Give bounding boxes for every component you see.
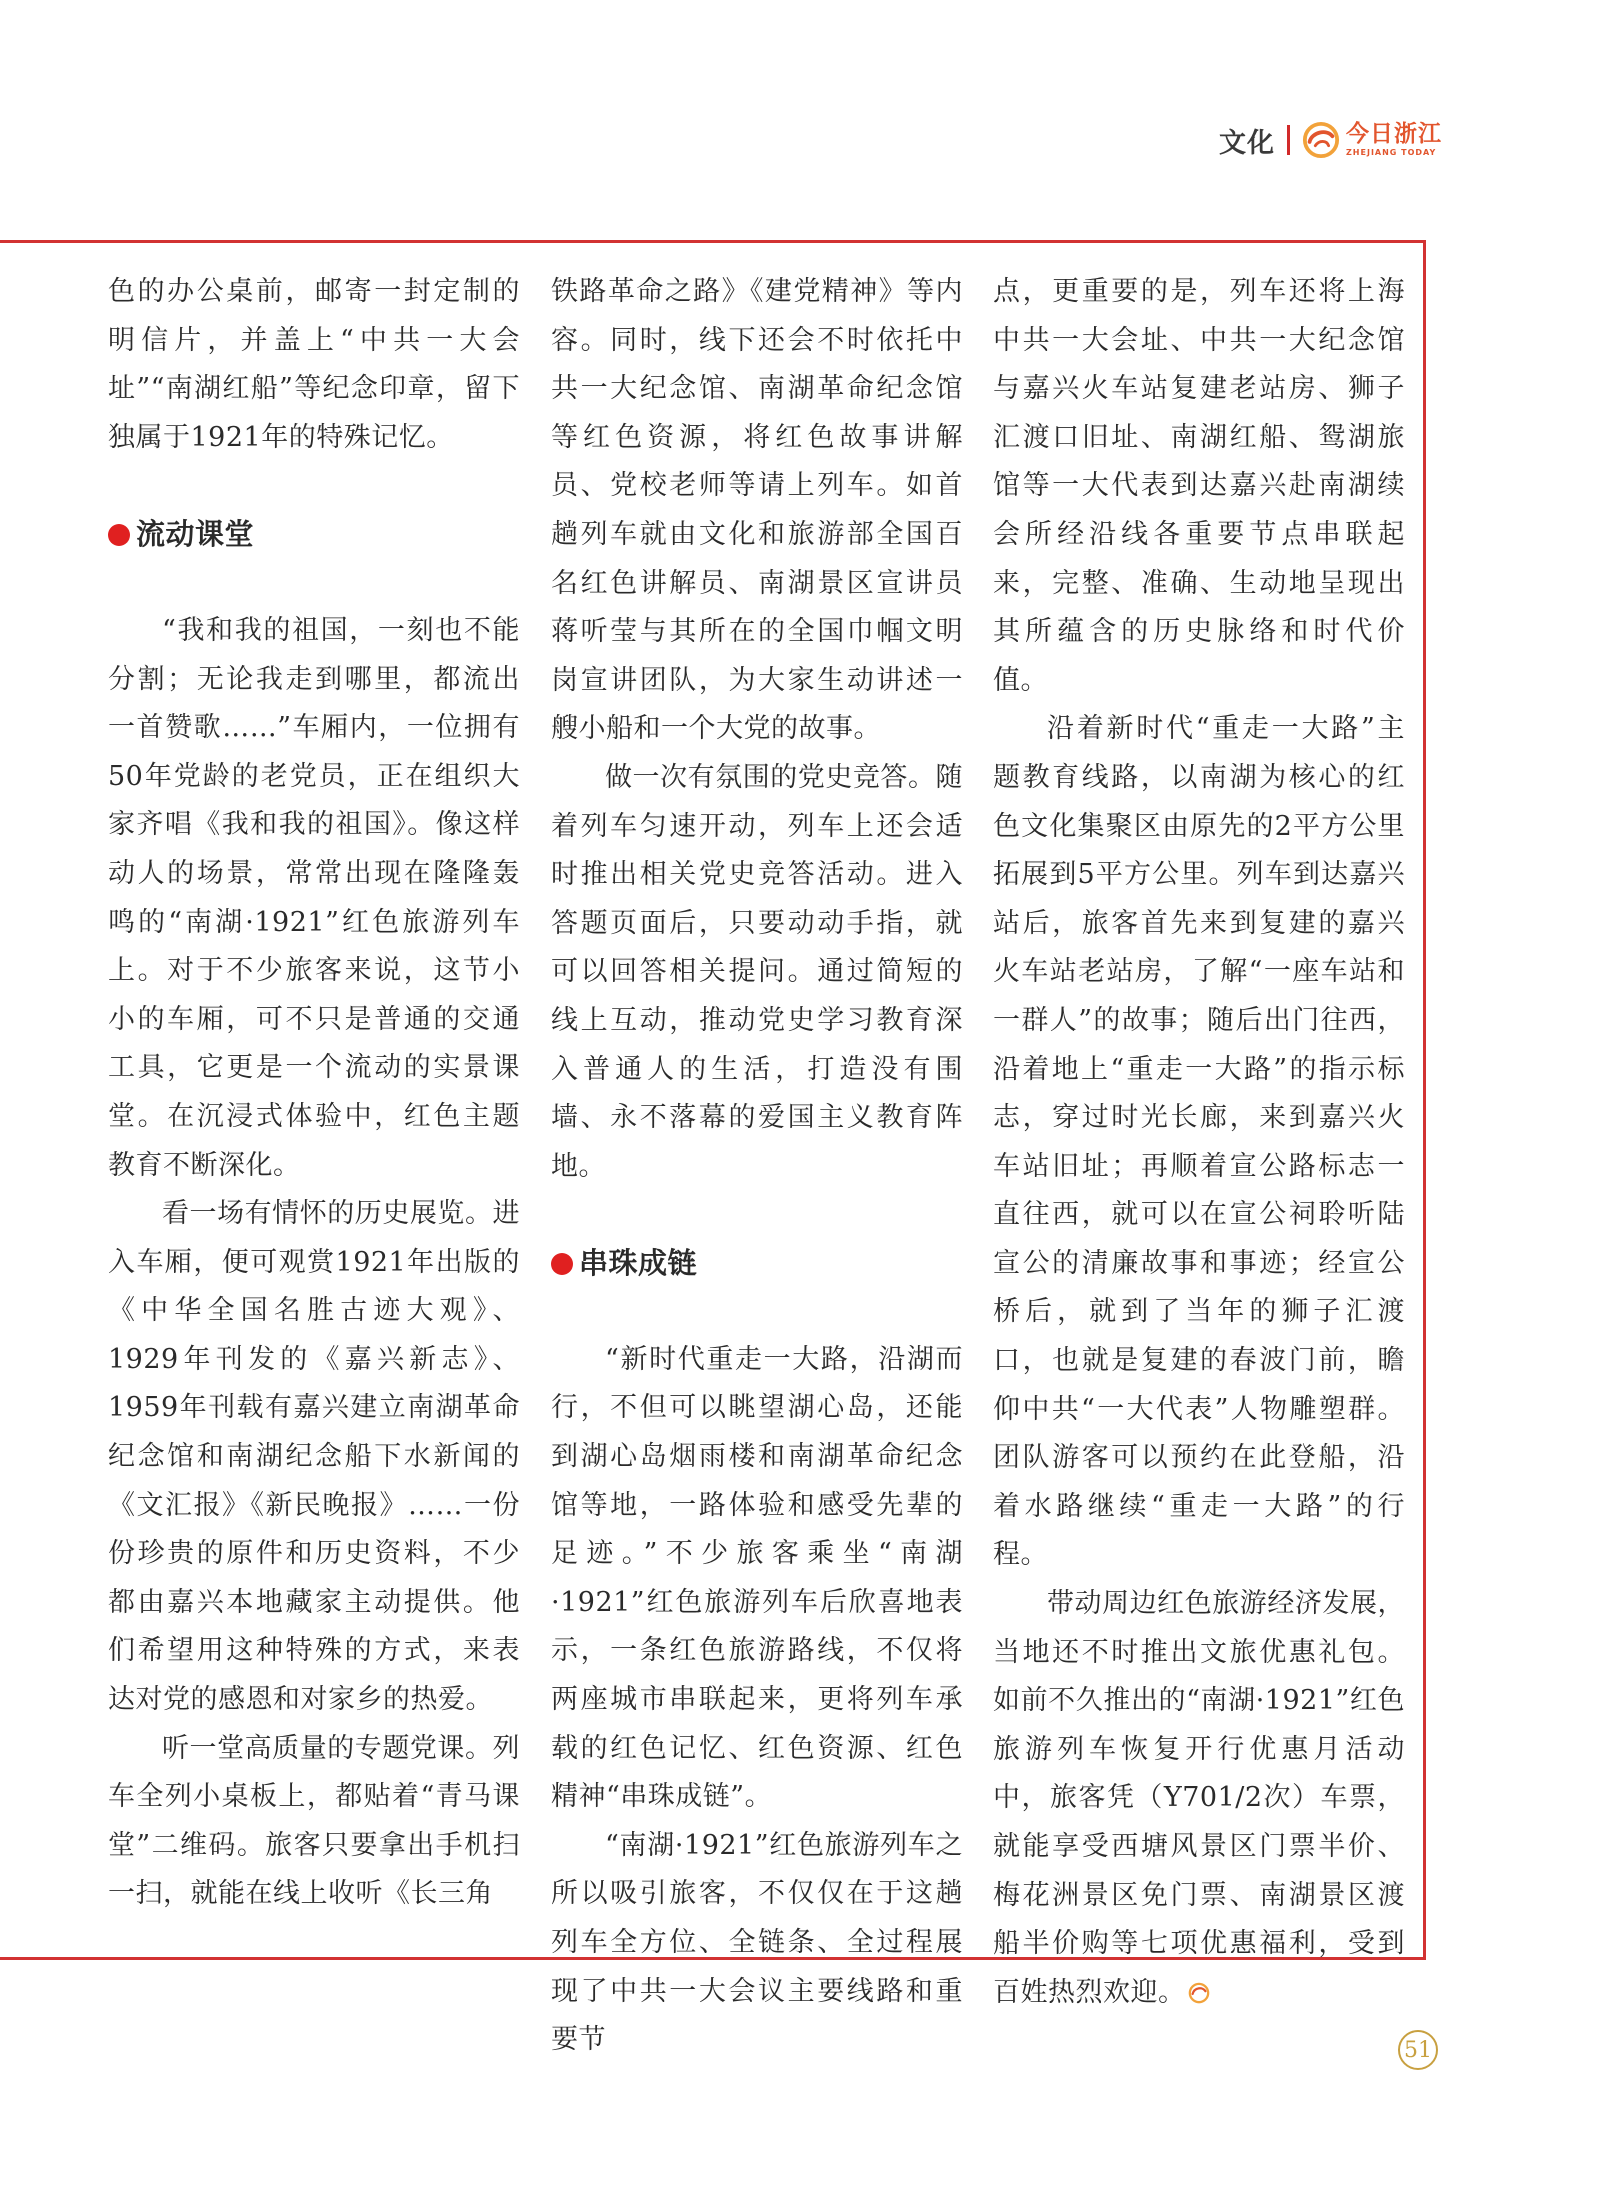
paragraph: 色的办公桌前，邮寄一封定制的明信片，并盖上“中共一大会址”“南湖红船”等纪念印章，留下独属于1921年的特殊记忆。 (108, 276, 520, 453)
header-divider (1287, 125, 1290, 155)
section-name: 文化 (1219, 127, 1275, 159)
page-header (1219, 118, 1442, 162)
logo-chinese-text: 今日浙江 (1346, 121, 1442, 147)
logo-text (1346, 123, 1442, 157)
paragraph: “新时代重走一大路，沿湖而行，不但可以眺望湖心岛，还能到湖心岛烟雨楼和南湖革命纪念馆等地，一路体验和感受先辈的足迹。”不少旅客乘坐“南湖·1921”红色旅游列车后欣喜地表示，一条红色旅游路线，不仅将两座城市串联起来，更将列车承载的红色记忆、红色资源、红色精神“串珠成链”。 (551, 1343, 963, 1813)
paragraph: 看一场有情怀的历史展览。进入车厢，便可观赏1921年出版的《中华全国名胜古迹大观》、1929年刊发的《嘉兴新志》、1959年刊载有嘉兴建立南湖革命纪念馆和南湖纪念船下水新闻的《文汇报》《新民晚报》……一份份珍贵的原件和历史资料，不少都由嘉兴本地藏家主动提供。他们希望用这种特殊的方式，来表达对党的感恩和对家乡的热爱。 (108, 1198, 520, 1716)
section-heading-text: 流动课堂 (136, 517, 255, 552)
article-column-3 (993, 268, 1405, 2017)
magazine-logo (1302, 121, 1442, 159)
paragraph: 听一堂高质量的专题党课。列车全列小桌板上，都贴着“青马课堂”二维码。旅客只要拿出手机扫一扫，就能在线上收听《长三角 (108, 1732, 520, 1910)
article-end-swirl-icon (1188, 1982, 1210, 2004)
section-heading-text: 串珠成链 (579, 1246, 698, 1281)
paragraph: “南湖·1921”红色旅游列车之所以吸引旅客，不仅仅在于这趟列车全方位、全链条、全过程展现了中共一大会议主要线路和重要节 (551, 1829, 963, 2056)
paragraph: 沿着新时代“重走一大路”主题教育线路，以南湖为核心的红色文化集聚区由原先的2平方公里拓展到5平方公里。列车到达嘉兴站后，旅客首先来到复建的嘉兴火车站老站房，了解“一座车站和一群人”的故事；随后出门往西，沿着地上“重走一大路”的指示标志，穿过时光长廊，来到嘉兴火车站旧址；再顺着宣公路标志一直往西，就可以在宣公祠聆听陆宣公的清廉故事和事迹；经宣公桥后，就到了当年的狮子汇渡口，也就是复建的春波门前，瞻仰中共“一大代表”人物雕塑群。团队游客可以预约在此登船，沿着水路继续“重走一大路”的行程。 (993, 713, 1405, 1571)
paragraph: 做一次有氛围的党史竞答。随着列车匀速开动，列车上还会适时推出相关党史竞答活动。进入答题页面后，只要动动手指，就可以回答相关提问。通过简短的线上互动，推动党史学习教育深入普通人的生活，打造没有围墙、永不落幕的爱国主义教育阵地。 (551, 761, 963, 1182)
section-heading (551, 1239, 963, 1288)
page-number: 51 (1398, 2030, 1438, 2070)
article-column-2 (551, 268, 963, 2065)
paragraph-final (993, 1580, 1405, 2017)
red-bullet-icon (551, 1253, 573, 1275)
article-column-1 (108, 268, 520, 1919)
paragraph: “我和我的祖国，一刻也不能分割；无论我走到哪里，都流出一首赞歌……”车厢内，一位拥有50年党龄的老党员，正在组织大家齐唱《我和我的祖国》。像这样动人的场景，常常出现在隆隆轰鸣的“南湖·1921”红色旅游列车上。对于不少旅客来说，这节小小的车厢，可不只是普通的交通工具，它更是一个流动的实景课堂。在沉浸式体验中，红色主题教育不断深化。 (108, 614, 520, 1181)
paragraph: 铁路革命之路》《建党精神》等内容。同时，线下还会不时依托中共一大纪念馆、南湖革命纪念馆等红色资源，将红色故事讲解员、党校老师等请上列车。如首趟列车就由文化和旅游部全国百名红色讲解员、南湖景区宣讲员蒋听莹与其所在的全国巾帼文明岗宣讲团队，为大家生动讲述一艘小船和一个大党的故事。 (551, 276, 963, 745)
logo-english-text: ZHEJIANG TODAY (1346, 148, 1437, 157)
section-heading (108, 510, 520, 559)
red-bullet-icon (108, 524, 130, 546)
logo-swirl-icon (1302, 121, 1340, 159)
paragraph: 点，更重要的是，列车还将上海中共一大会址、中共一大纪念馆与嘉兴火车站复建老站房、狮子汇渡口旧址、南湖红船、鸳湖旅馆等一大代表到达嘉兴赴南湖续会所经沿线各重要节点串联起来，完整、准确、生动地呈现出其所蕴含的历史脉络和时代价值。 (993, 276, 1405, 696)
paragraph-text: 带动周边红色旅游经济发展，当地还不时推出文旅优惠礼包。如前不久推出的“南湖·1921”红色旅游列车恢复开行优惠月活动中，旅客凭（Y701/2次）车票，就能享受西塘风景区门票半价、梅花洲景区免门票、南湖景区渡船半价购等七项优惠福利，受到百姓热烈欢迎。 (993, 1588, 1405, 2008)
